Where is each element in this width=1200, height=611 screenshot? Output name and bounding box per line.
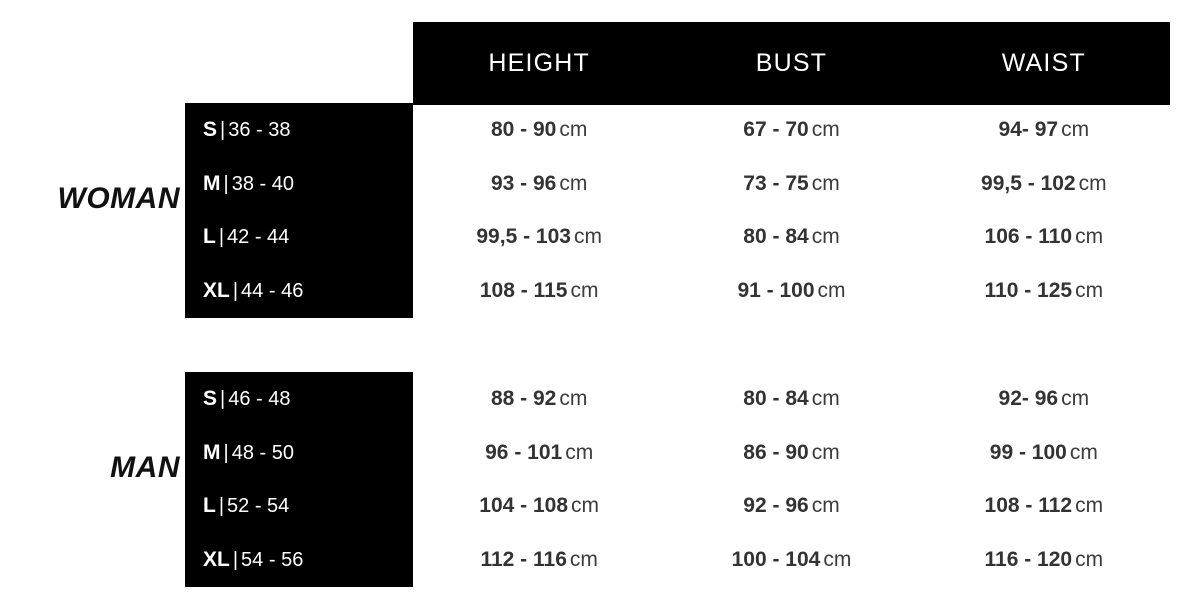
size-cell [185, 441, 413, 465]
table-row [185, 426, 1170, 480]
size-cell [185, 118, 413, 142]
column-header-row [413, 22, 1170, 105]
size-separator: | [218, 495, 225, 518]
waist-value: 116 - 120 cm [984, 548, 1104, 572]
group-label-woman: WOMAN [57, 182, 180, 215]
size-separator: | [220, 118, 226, 141]
bust-value: 86 - 90 cm [743, 440, 840, 464]
size-code: L [203, 494, 216, 518]
height-value: 96 - 101 cm [485, 440, 594, 464]
size-code: XL [203, 548, 230, 572]
size-cell [185, 279, 413, 303]
height-value: 80 - 90 cm [490, 117, 588, 141]
size-cell [185, 387, 413, 411]
size-code: M [203, 440, 221, 464]
size-separator: | [232, 280, 239, 303]
table-row [185, 264, 1170, 318]
height-value: 88 - 92 cm [490, 386, 588, 410]
size-separator: | [220, 387, 226, 410]
group-label-man: MAN [110, 451, 180, 484]
size-separator: | [223, 441, 229, 464]
table-row [185, 157, 1170, 211]
size-code: S [203, 386, 218, 410]
size-range: 38 - 40 [231, 172, 294, 195]
height-value: 108 - 115 cm [479, 279, 599, 303]
height-value: 99,5 - 103 cm [476, 225, 602, 249]
size-separator: | [218, 226, 225, 249]
man-rows [185, 372, 1170, 587]
waist-value: 99,5 - 102 cm [981, 171, 1107, 195]
bust-value: 92 - 96 cm [743, 494, 840, 518]
height-value: 104 - 108 cm [479, 494, 600, 518]
waist-value: 110 - 125 cm [984, 279, 1104, 303]
size-range: 46 - 48 [228, 387, 291, 410]
table-row [185, 372, 1170, 426]
size-separator: | [223, 172, 229, 195]
size-cell [185, 225, 413, 249]
waist-value: 108 - 112 cm [984, 494, 1104, 518]
size-cell [185, 494, 413, 518]
table-row [185, 103, 1170, 157]
waist-value: 94- 97 cm [998, 117, 1090, 141]
column-header-height: HEIGHT [488, 49, 590, 77]
height-value: 93 - 96 cm [490, 171, 588, 195]
size-range: 42 - 44 [227, 226, 290, 249]
column-header-bust: BUST [755, 49, 828, 77]
waist-value: 92- 96 cm [998, 386, 1090, 410]
size-cell [185, 548, 413, 572]
bust-value: 73 - 75 cm [743, 171, 840, 195]
size-range: 44 - 46 [241, 280, 304, 303]
size-range: 52 - 54 [227, 495, 290, 518]
bust-value: 100 - 104 cm [731, 548, 852, 572]
table-row [185, 533, 1170, 587]
waist-value: 106 - 110 cm [984, 225, 1104, 249]
waist-value: 99 - 100 cm [989, 440, 1098, 464]
size-code: XL [203, 279, 230, 303]
height-value: 112 - 116 cm [480, 548, 598, 572]
size-cell [185, 172, 413, 196]
size-range: 54 - 56 [241, 549, 304, 572]
bust-value: 91 - 100 cm [737, 279, 846, 303]
table-row [185, 480, 1170, 534]
size-separator: | [232, 549, 239, 572]
bust-value: 67 - 70 cm [743, 117, 840, 141]
woman-rows [185, 103, 1170, 318]
table-row [185, 211, 1170, 265]
bust-value: 80 - 84 cm [743, 225, 840, 249]
size-code: L [203, 225, 216, 249]
bust-value: 80 - 84 cm [743, 386, 840, 410]
size-range: 36 - 38 [228, 118, 291, 141]
size-code: M [203, 171, 221, 195]
size-range: 48 - 50 [231, 441, 294, 464]
size-code: S [203, 117, 218, 141]
column-header-waist: WAIST [1001, 49, 1086, 77]
